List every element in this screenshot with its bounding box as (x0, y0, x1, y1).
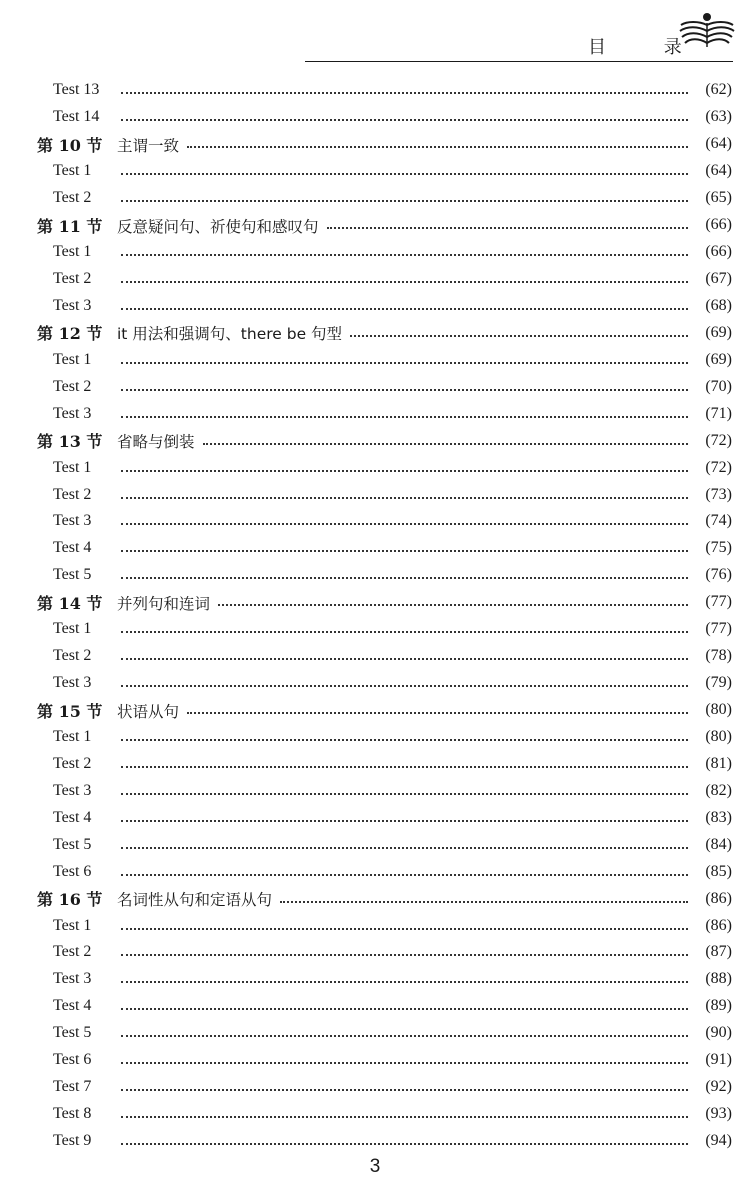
section-heading (37, 887, 272, 910)
page-reference: (76) (705, 566, 732, 584)
toc-test-row (0, 616, 750, 643)
dot-leader (121, 1116, 688, 1118)
toc-test-row (0, 966, 750, 993)
toc-section-row (0, 697, 750, 724)
dot-leader (121, 119, 688, 121)
page-reference: (63) (705, 108, 732, 126)
dot-leader (350, 335, 688, 337)
test-label: Test 2 (53, 943, 92, 961)
dot-leader (187, 712, 688, 714)
toc-test-row (0, 293, 750, 320)
page-reference: (62) (705, 81, 732, 99)
dot-leader (121, 631, 688, 633)
dot-leader (121, 766, 688, 768)
dot-leader (121, 1035, 688, 1037)
dot-leader (121, 362, 688, 364)
dot-leader (121, 685, 688, 687)
page-reference: (68) (705, 296, 732, 314)
test-label: Test 5 (53, 1024, 92, 1042)
page-reference: (71) (705, 404, 732, 422)
section-number: 第 14 节 (37, 593, 103, 613)
section-heading (37, 133, 179, 156)
test-label: Test 3 (53, 296, 92, 314)
dot-leader (121, 954, 688, 956)
section-heading (37, 429, 195, 452)
test-label: Test 2 (53, 485, 92, 503)
toc-test-row (0, 346, 750, 373)
section-number: 第 11 节 (37, 216, 103, 236)
section-number: 第 16 节 (37, 890, 103, 910)
toc-test-row (0, 670, 750, 697)
toc-test-row (0, 535, 750, 562)
page-reference: (78) (705, 647, 732, 665)
header-title: 目 录 (588, 37, 708, 58)
dot-leader (121, 1089, 688, 1091)
page-reference: (87) (705, 943, 732, 961)
test-label: Test 4 (53, 997, 92, 1015)
page-reference: (69) (705, 323, 732, 341)
test-label: Test 3 (53, 404, 92, 422)
dot-leader (327, 227, 688, 229)
toc-test-row (0, 1074, 750, 1101)
toc-test-row (0, 912, 750, 939)
test-label: Test 2 (53, 754, 92, 772)
toc-test-row (0, 481, 750, 508)
page-number: 3 (369, 1156, 381, 1177)
toc-section-row (0, 427, 750, 454)
test-label: Test 3 (53, 512, 92, 530)
section-title: it 用法和强调句、there be 句型 (117, 325, 343, 344)
test-label: Test 8 (53, 1105, 92, 1123)
page-reference: (79) (705, 674, 732, 692)
section-heading (37, 591, 210, 614)
section-heading (37, 214, 319, 237)
toc-test-row (0, 454, 750, 481)
dot-leader (121, 281, 688, 283)
page-reference: (92) (705, 1078, 732, 1096)
dot-leader (121, 793, 688, 795)
toc-test-row (0, 400, 750, 427)
header-divider (305, 61, 733, 62)
page-header (0, 0, 750, 64)
page-reference: (86) (705, 916, 732, 934)
page-reference: (64) (705, 135, 732, 153)
page-reference: (85) (705, 862, 732, 880)
toc-test-row (0, 562, 750, 589)
dot-leader (121, 847, 688, 849)
test-label: Test 2 (53, 377, 92, 395)
dot-leader (280, 901, 688, 903)
page-reference: (82) (705, 781, 732, 799)
page-reference: (74) (705, 512, 732, 530)
test-label: Test 3 (53, 781, 92, 799)
section-title: 主谓一致 (117, 136, 180, 155)
section-number: 第 15 节 (37, 701, 103, 721)
page-reference: (80) (705, 727, 732, 745)
open-book-logo-icon (679, 11, 735, 55)
test-label: Test 6 (53, 862, 92, 880)
dot-leader (121, 308, 688, 310)
page-reference: (90) (705, 1024, 732, 1042)
dot-leader (121, 550, 688, 552)
dot-leader (121, 1008, 688, 1010)
section-title: 并列句和连词 (117, 594, 211, 613)
page-reference: (64) (705, 162, 732, 180)
toc-section-row (0, 885, 750, 912)
test-label: Test 1 (53, 620, 92, 638)
test-label: Test 2 (53, 189, 92, 207)
page-reference: (89) (705, 997, 732, 1015)
toc-test-row (0, 858, 750, 885)
dot-leader (121, 739, 688, 741)
page-reference: (80) (705, 701, 732, 719)
toc-section-row (0, 212, 750, 239)
test-label: Test 1 (53, 162, 92, 180)
dot-leader (121, 523, 688, 525)
dot-leader (121, 981, 688, 983)
test-label: Test 1 (53, 727, 92, 745)
page-reference: (93) (705, 1105, 732, 1123)
test-label: Test 1 (53, 916, 92, 934)
test-label: Test 6 (53, 1051, 92, 1069)
toc-test-row (0, 1047, 750, 1074)
dot-leader (121, 254, 688, 256)
toc-test-row (0, 993, 750, 1020)
test-label: Test 1 (53, 458, 92, 476)
test-label: Test 3 (53, 970, 92, 988)
dot-leader (121, 200, 688, 202)
page-reference: (77) (705, 593, 732, 611)
toc-test-row (0, 643, 750, 670)
page-reference: (75) (705, 539, 732, 557)
toc-test-row (0, 373, 750, 400)
toc-test-row (0, 1128, 750, 1155)
dot-leader (121, 928, 688, 930)
page-reference: (72) (705, 458, 732, 476)
test-label: Test 5 (53, 566, 92, 584)
section-title: 反意疑问句、祈使句和感叹句 (117, 217, 319, 236)
page-reference: (66) (705, 216, 732, 234)
test-label: Test 9 (53, 1132, 92, 1150)
test-label: Test 1 (53, 243, 92, 261)
toc-test-row (0, 239, 750, 266)
toc-section-row (0, 589, 750, 616)
test-label: Test 7 (53, 1078, 92, 1096)
toc-test-row (0, 804, 750, 831)
toc-section-row (0, 131, 750, 158)
page-reference: (66) (705, 243, 732, 261)
page-reference: (77) (705, 620, 732, 638)
toc-test-row (0, 266, 750, 293)
dot-leader (121, 92, 688, 94)
page-reference: (69) (705, 350, 732, 368)
test-label: Test 2 (53, 270, 92, 288)
page-reference: (65) (705, 189, 732, 207)
dot-leader (121, 577, 688, 579)
toc-test-row (0, 185, 750, 212)
dot-leader (121, 497, 688, 499)
page-reference: (94) (705, 1132, 732, 1150)
section-title: 状语从句 (117, 702, 180, 721)
test-label: Test 1 (53, 350, 92, 368)
page-reference: (81) (705, 754, 732, 772)
page-reference: (88) (705, 970, 732, 988)
test-label: Test 3 (53, 674, 92, 692)
toc-test-row (0, 750, 750, 777)
dot-leader (121, 1062, 688, 1064)
section-title: 名词性从句和定语从句 (117, 891, 273, 910)
page-reference: (67) (705, 270, 732, 288)
page-reference: (83) (705, 808, 732, 826)
section-heading (37, 699, 179, 722)
section-number: 第 13 节 (37, 432, 103, 452)
toc-test-row (0, 77, 750, 104)
dot-leader (121, 470, 688, 472)
test-label: Test 5 (53, 835, 92, 853)
section-heading (37, 321, 342, 344)
test-label: Test 4 (53, 539, 92, 557)
page-reference: (73) (705, 485, 732, 503)
toc-test-row (0, 158, 750, 185)
toc-section-row (0, 319, 750, 346)
toc-test-row (0, 777, 750, 804)
section-number: 第 12 节 (37, 324, 103, 344)
dot-leader (121, 1143, 688, 1145)
dot-leader (187, 146, 688, 148)
page-reference: (86) (705, 889, 732, 907)
test-label: Test 4 (53, 808, 92, 826)
dot-leader (121, 389, 688, 391)
section-number: 第 10 节 (37, 135, 103, 155)
dot-leader (121, 173, 688, 175)
test-label: Test 2 (53, 647, 92, 665)
dot-leader (121, 874, 688, 876)
section-title: 省略与倒装 (117, 433, 195, 452)
toc-test-row (0, 724, 750, 751)
dot-leader (218, 604, 688, 606)
test-label: Test 14 (53, 108, 100, 126)
toc-test-row (0, 508, 750, 535)
toc-test-row (0, 1101, 750, 1128)
dot-leader (121, 820, 688, 822)
toc-test-row (0, 939, 750, 966)
page-reference: (84) (705, 835, 732, 853)
dot-leader (203, 443, 688, 445)
dot-leader (121, 416, 688, 418)
toc-test-row (0, 1020, 750, 1047)
page-reference: (70) (705, 377, 732, 395)
toc-test-row (0, 831, 750, 858)
dot-leader (121, 658, 688, 660)
toc-test-row (0, 104, 750, 131)
page-reference: (72) (705, 431, 732, 449)
page-reference: (91) (705, 1051, 732, 1069)
test-label: Test 13 (53, 81, 100, 99)
table-of-contents (0, 77, 750, 1155)
